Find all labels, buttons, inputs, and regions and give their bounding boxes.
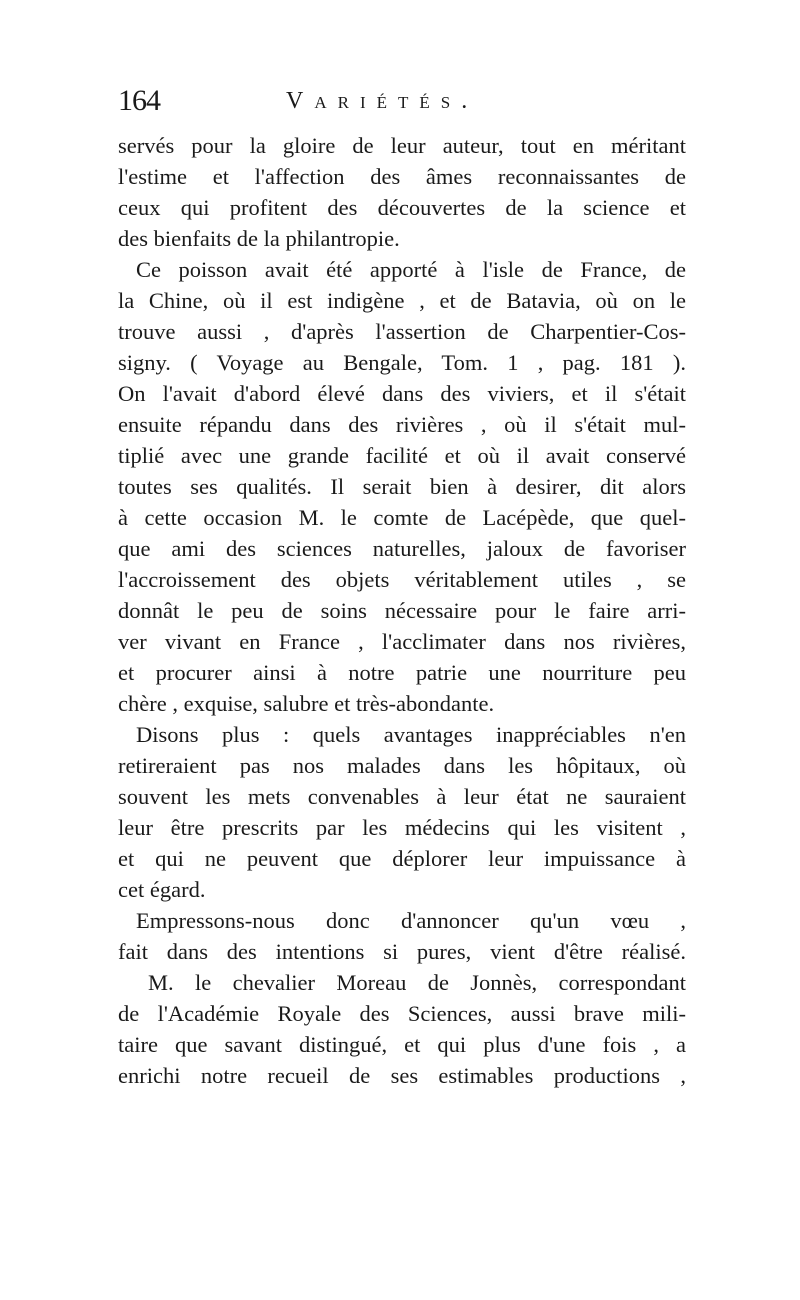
- text-line: l'accroissement des objets véritablement utiles , se: [118, 567, 686, 592]
- text-line: la Chine, où il est indigène , et de Batavia, où on le: [118, 288, 686, 313]
- text-line: taire que savant distingué, et qui plus d'une fois , a: [118, 1032, 686, 1057]
- running-head: Variétés.: [286, 88, 479, 114]
- text-line: leur être prescrits par les médecins qui les visitent ,: [118, 815, 686, 840]
- text-line: Ce poisson avait été apporté à l'isle de France, de: [136, 257, 686, 282]
- text-line: Empressons-nous donc d'annoncer qu'un vœu ,: [136, 908, 686, 933]
- text-line: l'estime et l'affection des âmes reconnaissantes de: [118, 164, 686, 189]
- text-line: servés pour la gloire de leur auteur, tout en méritant: [118, 133, 686, 158]
- text-line: chère , exquise, salubre et très-abondante.: [118, 691, 495, 716]
- text-line: donnât le peu de soins nécessaire pour le faire arri-: [118, 598, 686, 623]
- text-line: tiplié avec une grande facilité et où il avait conservé: [118, 443, 686, 468]
- text-line: à cette occasion M. le comte de Lacépède, que quel-: [118, 505, 686, 530]
- text-line: On l'avait d'abord élevé dans des viviers, et il s'était: [118, 381, 686, 406]
- text-line: ensuite répandu dans des rivières , où il s'était mul-: [118, 412, 686, 437]
- text-line: et qui ne peuvent que déplorer leur impuissance à: [118, 846, 686, 871]
- text-line: cet égard.: [118, 877, 206, 902]
- body-text: [118, 130, 686, 1091]
- page-number: 164: [118, 84, 160, 117]
- text-line: M. le chevalier Moreau de Jonnès, correspondant: [148, 970, 686, 995]
- text-line: Disons plus : quels avantages inappréciables n'en: [136, 722, 686, 747]
- text-line: des bienfaits de la philantropie.: [118, 226, 400, 251]
- text-line: ceux qui profitent des découvertes de la science et: [118, 195, 686, 220]
- text-line: toutes ses qualités. Il serait bien à desirer, dit alors: [118, 474, 686, 499]
- page-header: [118, 84, 698, 124]
- text-line: signy. ( Voyage au Bengale, Tom. 1 , pag. 181 ).: [118, 350, 686, 375]
- text-line: ver vivant en France , l'acclimater dans nos rivières,: [118, 629, 686, 654]
- text-line: fait dans des intentions si pures, vient d'être réalisé.: [118, 939, 686, 964]
- text-line: souvent les mets convenables à leur état ne sauraient: [118, 784, 686, 809]
- text-line: et procurer ainsi à notre patrie une nourriture peu: [118, 660, 686, 685]
- text-line: que ami des sciences naturelles, jaloux de favoriser: [118, 536, 686, 561]
- text-line: trouve aussi , d'après l'assertion de Charpentier-Cos-: [118, 319, 686, 344]
- text-line: retireraient pas nos malades dans les hôpitaux, où: [118, 753, 686, 778]
- text-line: enrichi notre recueil de ses estimables productions ,: [118, 1063, 686, 1088]
- text-line: de l'Académie Royale des Sciences, aussi brave mili-: [118, 1001, 686, 1026]
